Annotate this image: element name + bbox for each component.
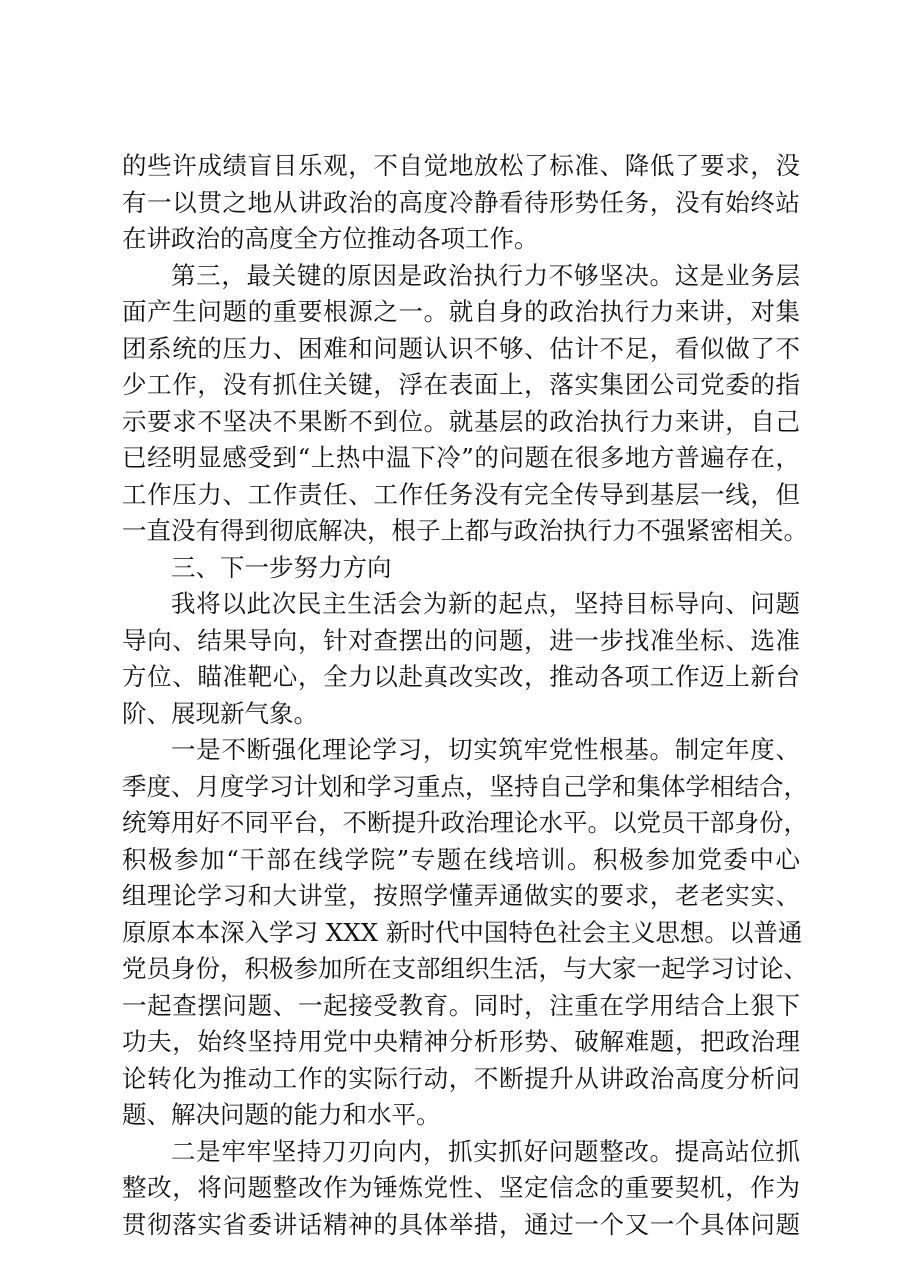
text-line: 季度、月度学习计划和学习重点，坚持自己学和集体学相结合， bbox=[122, 771, 808, 801]
text-line: 功夫，始终坚持用党中央精神分析形势、破解难题，把政治理 bbox=[122, 1027, 800, 1056]
document-body bbox=[122, 148, 812, 1243]
text-line: 示要求不坚决不果断不到位。就基层的政治执行力来讲，自己 bbox=[122, 406, 800, 436]
text-line: 论转化为推动工作的实际行动，不断提升从讲政治高度分析问 bbox=[122, 1063, 800, 1093]
text-line: 的些许成绩盲目乐观，不自觉地放松了标准、降低了要求，没 bbox=[122, 151, 800, 180]
text-line: 统筹用好不同平台，不断提升政治理论水平。以党员干部身份， bbox=[122, 808, 808, 837]
text-line: 在讲政治的高度全方位推动各项工作。 bbox=[122, 224, 539, 253]
text-line: 题、解决问题的能力和水平。 bbox=[122, 1100, 441, 1129]
text-line: 面产生问题的重要根源之一。就自身的政治执行力来讲，对集 bbox=[122, 297, 800, 326]
text-line: 整改，将问题整改作为锤炼党性、坚定信念的重要契机，作为 bbox=[122, 1173, 800, 1202]
text-line: 工作压力、工作责任、工作任务没有完全传导到基层一线，但 bbox=[122, 479, 800, 509]
text-line: 导向、结果导向，针对查摆出的问题，进一步找准坐标、选准 bbox=[122, 625, 800, 655]
text-line: 三、下一步努力方向 bbox=[171, 552, 392, 582]
text-line: 少工作，没有抓住关键，浮在表面上，落实集团公司党委的指 bbox=[122, 370, 800, 399]
text-line: 方位、瞄准靶心，全力以赴真改实改，推动各项工作迈上新台 bbox=[122, 662, 800, 691]
text-line: 二是牢牢坚持刀刃向内，抓实抓好问题整改。提高站位抓 bbox=[171, 1136, 800, 1166]
text-line: 有一以贯之地从讲政治的高度冷静看待形势任务，没有始终站 bbox=[122, 187, 800, 217]
text-line: 积极参加“干部在线学院”专题在线培训。积极参加党委中心 bbox=[122, 844, 800, 874]
text-line: 党员身份，积极参加所在支部组织生活，与大家一起学习讨论、 bbox=[122, 954, 808, 983]
text-line: 第三，最关键的原因是政治执行力不够坚决。这是业务层 bbox=[171, 260, 800, 290]
text-line: 一是不断强化理论学习，切实筑牢党性根基。制定年度、 bbox=[171, 735, 800, 764]
text-line: 一直没有得到彻底解决，根子上都与政治执行力不强紧密相关。 bbox=[122, 516, 808, 545]
text-line: 阶、展现新气象。 bbox=[122, 698, 318, 728]
text-line: 组理论学习和大讲堂，按照学懂弄通做实的要求，老老实实、 bbox=[122, 881, 800, 910]
text-line: 贯彻落实省委讲话精神的具体举措，通过一个又一个具体问题 bbox=[122, 1209, 800, 1239]
text-line: 一起查摆问题、一起接受教育。同时，注重在学用结合上狠下 bbox=[122, 990, 800, 1020]
text-line: 原原本本深入学习 XXX 新时代中国特色社会主义思想。以普通 bbox=[122, 917, 803, 947]
text-line: 我将以此次民主生活会为新的起点，坚持目标导向、问题 bbox=[171, 589, 800, 618]
text-line: 已经明显感受到“上热中温下冷”的问题在很多地方普遍存在， bbox=[122, 443, 800, 472]
text-line: 团系统的压力、困难和问题认识不够、估计不足，看似做了不 bbox=[122, 333, 800, 363]
